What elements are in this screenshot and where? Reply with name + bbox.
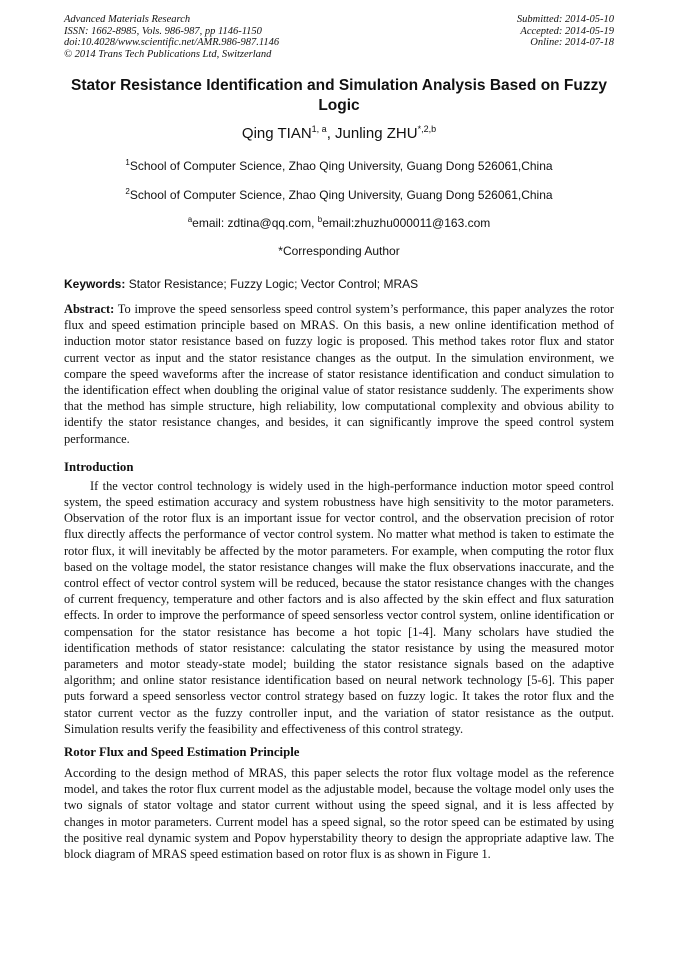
submitted-date: Submitted: 2014-05-10 <box>516 14 614 25</box>
affiliation-1-text: School of Computer Science, Zhao Qing University, Guang Dong 526061,China <box>129 159 553 173</box>
rotor-flux-heading: Rotor Flux and Speed Estimation Principle <box>64 745 300 760</box>
accepted-date: Accepted: 2014-05-19 <box>520 25 614 37</box>
author-2: Junling ZHU <box>335 125 418 142</box>
rotor-flux-paragraph: According to the design method of MRAS, this paper selects the rotor flux voltage model as the reference model, and takes the rotor flux current model as the adjustable model, because the voltage model only uses the two signals of stator voltage and stator current without using the speed signal, and it is less affected by changes in motor parameters. Current model has a speed signal, so the rotor speed can be estimated by using the positive real dynamic system and Popov hyperstability theory to design the appropriate adaptive law. The block diagram of MRAS speed estimation based on rotor flux is as shown in Figure 1. <box>64 766 614 862</box>
author-2-sup: *,2,b <box>417 124 437 134</box>
keywords-label: Keywords: <box>64 277 126 291</box>
affiliation-1-number: 1 <box>125 158 130 167</box>
journal-header <box>64 14 614 60</box>
affiliation-2-text: School of Computer Science, Zhao Qing University, Guang Dong 526061,China <box>129 188 553 202</box>
header-left <box>64 14 279 60</box>
email-b: email:zhuzhu000011@163.com <box>322 216 491 230</box>
author-1: Qing TIAN <box>241 125 312 142</box>
author-1-sup: 1, a <box>311 124 327 134</box>
issn-line: ISSN: 1662-8985, Vols. 986-987, pp 1146-1150 <box>64 25 262 37</box>
abstract-text: To improve the speed sensorless speed control system’s performance, this paper analyzes the rotor flux and speed estimation principle based on MRAS. On this basis, a new online identification method of induction motor stator resistance based on fuzzy logic is proposed. This method takes rotor flux and stator current vector as input and the stator resistance changes as the output. In the simulation environment, we compare the speed waveforms after the increase of stator resistance identification and conduct simulation to the identification effect when doubling the original value of stator resistance suddenly. The experiments show that the method has simple structure, high reliability, low computational complexity and obvious ability to identify the stator resistance changes, and besides, it can significantly improve the speed control system performance. <box>64 302 614 446</box>
journal-name: Advanced Materials Research <box>64 14 191 25</box>
affiliation-1 <box>64 158 614 173</box>
author-separator: , <box>326 125 336 142</box>
affiliation-2-number: 2 <box>125 187 130 196</box>
email-line <box>64 215 614 230</box>
doi-line: doi:10.4028/www.scientific.net/AMR.986-987.1146 <box>64 37 280 48</box>
email-b-sup: b <box>317 215 323 224</box>
copyright-line: © 2014 Trans Tech Publications Ltd, Switzerland <box>64 48 272 60</box>
author-line <box>64 124 614 142</box>
abstract-label: Abstract: <box>64 302 115 316</box>
paper-title: Stator Resistance Identification and Simulation Analysis Based on Fuzzy Logic <box>70 77 607 114</box>
email-a: email: zdtina@qq.com, <box>192 216 318 230</box>
keywords-text: Stator Resistance; Fuzzy Logic; Vector Control; MRAS <box>125 277 419 291</box>
introduction-heading: Introduction <box>64 459 134 474</box>
online-date: Online: 2014-07-18 <box>530 37 614 48</box>
keywords <box>64 277 614 291</box>
introduction-paragraph: If the vector control technology is widely used in the high-performance induction motor speed control system, the speed estimation accuracy and system robustness have high sensitivity to the motor parameters. Observation of the rotor flux is an important issue for vector control, and the observation precision of rotor flux directly affects the performance of vector control system. No matter what method is taken to estimate the rotor flux, it will inevitably be affected by the motor parameters. For example, when computing the rotor flux based on the voltage model, the stator resistance changes will make the flux observations inaccurate, and the control effect of vector control system will be reduced, because the stator resistance changes with the changes of current frequency, temperature and other factors and is also affected by the skin effect and flux saturation effects. In order to improve the performance of speed sensorless vector control system, online identification or compensation for the stator resistance has become a hot topic [1-4]. Many scholars have studied the identification methods of stator resistance: calculating the stator resistance by using the measured motor parameters and motor steady-state model; building the stator resistance signals based on the adaptive algorithm; and online stator resistance identification based on neural network technology [5-6]. This paper puts forward a speed sensorless vector control strategy based on fuzzy logic. It takes the rotor flux and the stator current vector as the fuzzy controller input, and the variation of stator resistance as the output. Simulation results verify the feasibility and effectiveness of this control strategy. <box>64 478 614 736</box>
affiliation-2 <box>64 187 614 202</box>
email-a-sup: a <box>187 215 193 224</box>
corresponding-author: *Corresponding Author <box>278 244 400 258</box>
abstract <box>64 301 614 447</box>
header-right <box>517 14 614 60</box>
